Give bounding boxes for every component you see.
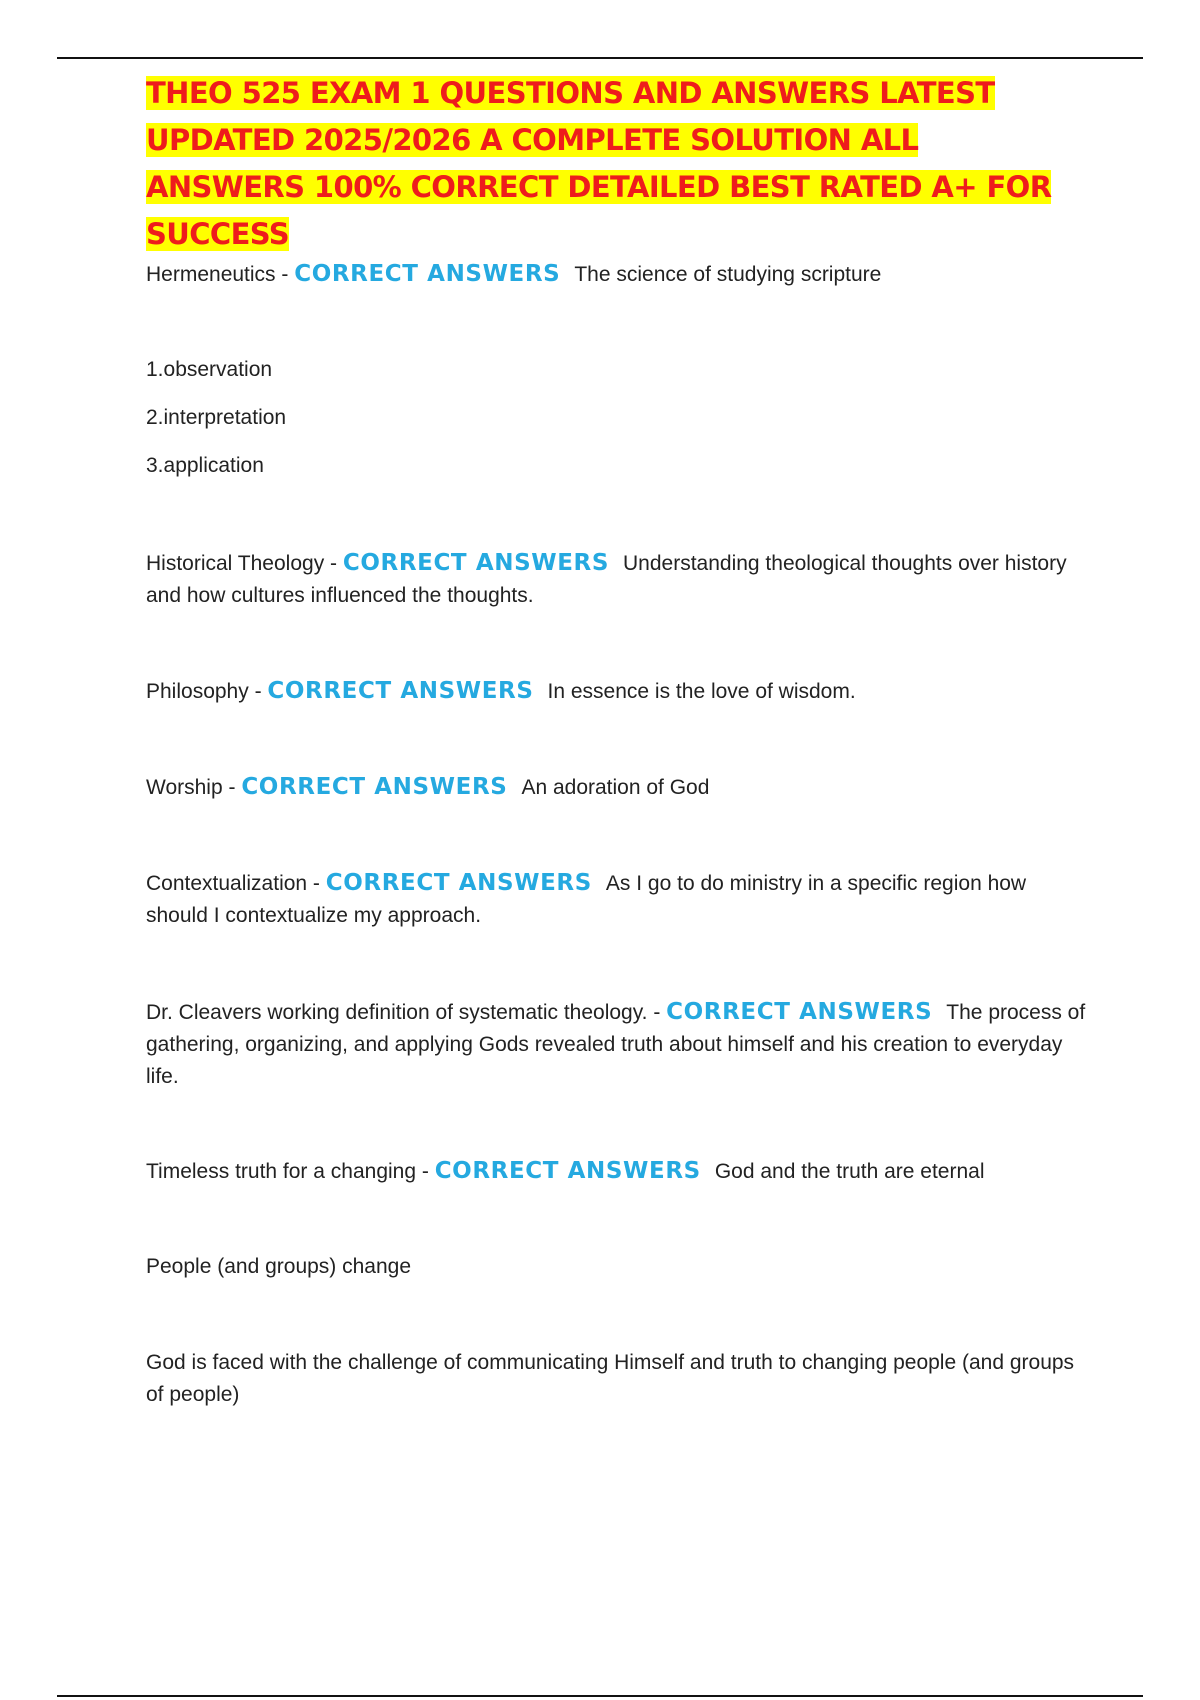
correct-answers-label: CORRECT ANSWERS <box>294 261 561 287</box>
entry-term: Philosophy - <box>146 680 262 703</box>
qa-entry-contextualization <box>146 867 1086 932</box>
correct-answers-label: CORRECT ANSWERS <box>434 1158 701 1184</box>
qa-entry-systematic-theology <box>146 996 1086 1093</box>
correct-answers-label: CORRECT ANSWERS <box>342 550 609 576</box>
paragraph-text: People (and groups) change <box>146 1255 412 1278</box>
entry-term: Dr. Cleavers working definition of systematic theology. - <box>146 1001 661 1024</box>
list-item <box>146 354 1086 386</box>
entry-answer: God and the truth are eternal <box>714 1160 985 1183</box>
entry-term: Timeless truth for a changing - <box>146 1160 429 1183</box>
bottom-rule <box>57 1695 1143 1697</box>
list-item <box>146 450 1086 482</box>
correct-answers-label: CORRECT ANSWERS <box>666 999 933 1025</box>
entry-answer: As I go to do ministry in a specific region how should I contextualize my approach. <box>146 872 1027 927</box>
entry-term: Worship - <box>146 776 236 799</box>
correct-answers-label: CORRECT ANSWERS <box>325 870 592 896</box>
paragraph <box>146 1251 1086 1283</box>
correct-answers-label: CORRECT ANSWERS <box>241 774 508 800</box>
entry-term: Hermeneutics - <box>146 263 289 286</box>
entry-answer: Understanding theological thoughts over history and how cultures influenced the thoughts. <box>146 552 1067 607</box>
qa-entry-philosophy <box>146 675 1086 708</box>
entry-answer: The science of studying scripture <box>574 263 882 286</box>
entry-term: Historical Theology - <box>146 552 338 575</box>
qa-entry-timeless-truth <box>146 1155 1086 1188</box>
paragraph <box>146 1347 1086 1411</box>
top-rule <box>57 57 1143 59</box>
list-item <box>146 402 1086 434</box>
qa-entry-worship <box>146 771 1086 804</box>
qa-entry-hermeneutics <box>146 258 1086 291</box>
qa-entry-historical-theology <box>146 547 1086 612</box>
list-item-text: 1.observation <box>146 358 273 381</box>
list-item-text: 3.application <box>146 454 264 477</box>
document-title-text: THEO 525 EXAM 1 QUESTIONS AND ANSWERS LATEST UPDATED 2025/2026 A COMPLETE SOLUTION ALL ANSWERS 100% CORRECT DETAILED BEST RATED A+ FOR SUCCESS <box>146 76 1052 251</box>
document-header <box>146 70 1086 258</box>
entry-answer: In essence is the love of wisdom. <box>547 680 856 703</box>
entry-answer: The process of gathering, organizing, and applying Gods revealed truth about himself and his creation to everyday life. <box>146 1001 1086 1088</box>
entry-term: Contextualization - <box>146 872 320 895</box>
paragraph-text: God is faced with the challenge of communicating Himself and truth to changing people (and groups of people) <box>146 1351 1075 1406</box>
entry-answer: An adoration of God <box>521 776 710 799</box>
correct-answers-label: CORRECT ANSWERS <box>267 678 534 704</box>
list-item-text: 2.interpretation <box>146 406 287 429</box>
document-title <box>146 70 1086 258</box>
